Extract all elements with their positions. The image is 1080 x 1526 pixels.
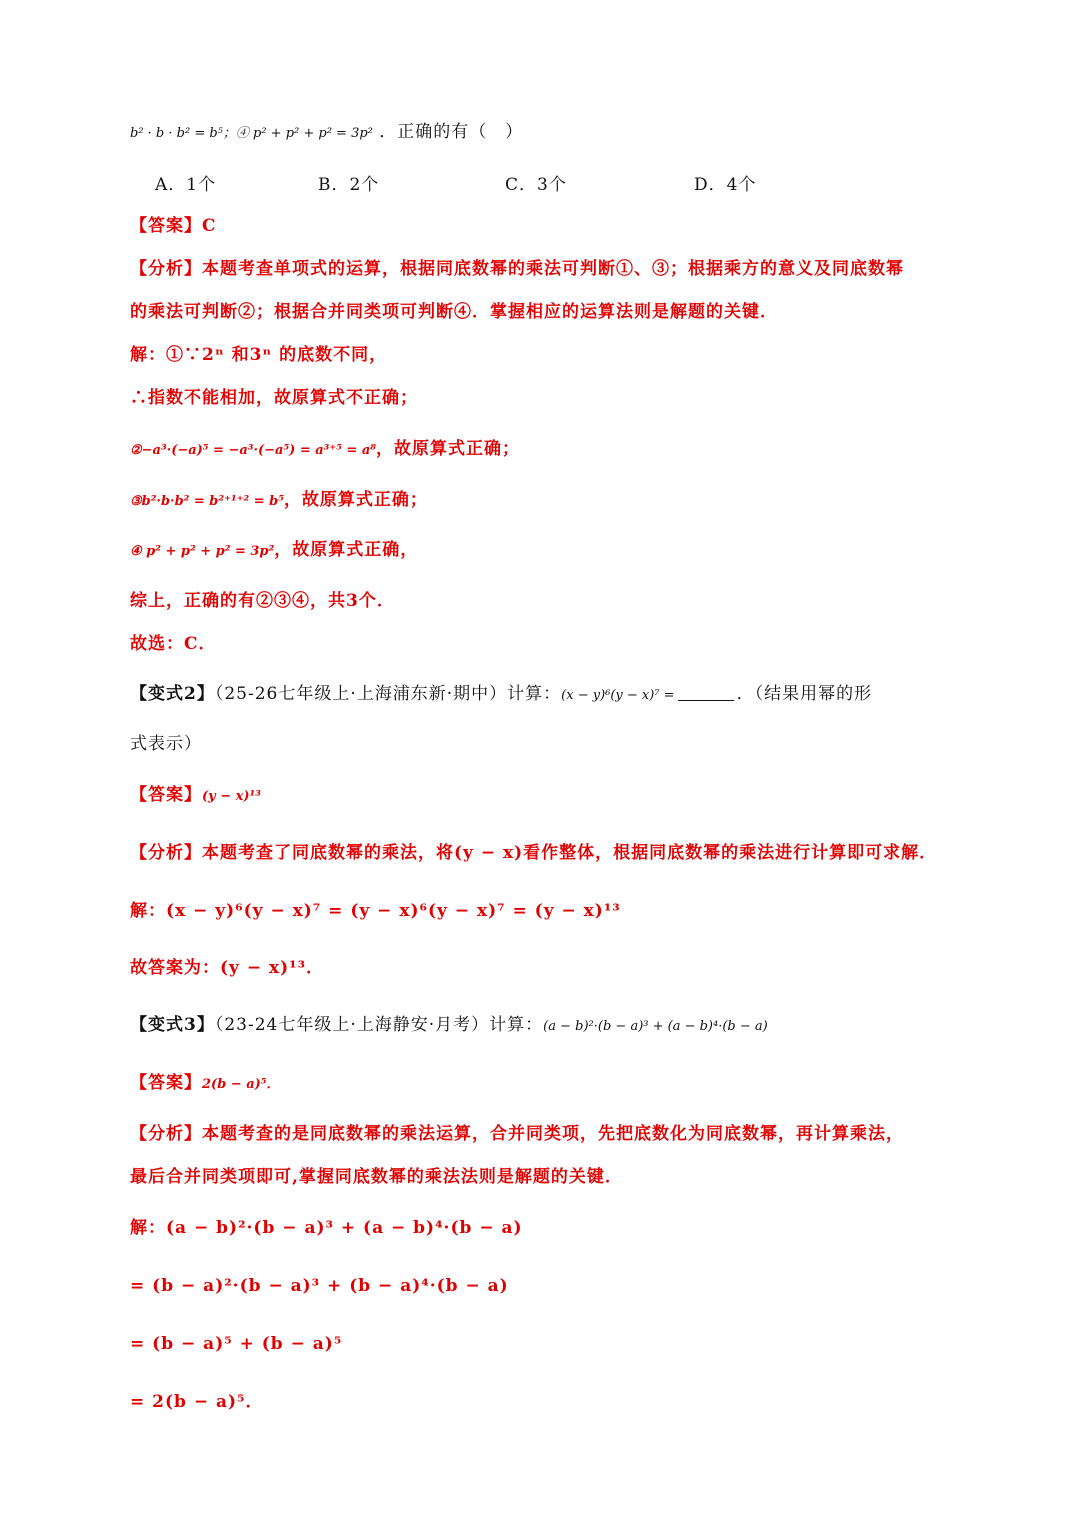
variant-3-answer xyxy=(130,1071,280,1097)
variant-2-final: 故答案为：(y − x)¹³． xyxy=(130,958,325,978)
solution-summary: 综上，正确的有②③④，共3个． xyxy=(130,591,395,611)
analysis-tag: 【分析】 xyxy=(130,259,202,279)
variant-3-analysis-1 xyxy=(130,1122,904,1146)
answer-blank xyxy=(678,686,734,701)
answer-tag: 【答案】 xyxy=(130,216,202,236)
solution-line-4 xyxy=(130,488,428,514)
variant-2-solution: 解：(x − y)⁶(y − x)⁷ = (y − x)⁶(y − x)⁷ = (y − x)¹³ xyxy=(130,901,621,921)
variant-3-source: （23-24七年级上·上海静安·月考）计算： xyxy=(214,1015,544,1035)
variant-2-answer-value: (y − x)¹³ xyxy=(202,789,261,804)
solution-line-1: 解：①∵2ⁿ 和3ⁿ 的底数不同， xyxy=(130,345,388,365)
option-c: C．3个 xyxy=(505,175,567,195)
variant-3-solution-1: 解：(a − b)²·(b − a)³ + (a − b)⁴·(b − a) xyxy=(130,1218,523,1238)
question-suffix: ．正确的有（ ） xyxy=(379,122,524,142)
variant-2-analysis xyxy=(130,841,937,865)
variant-2-question-cont: 式表示） xyxy=(130,734,202,754)
variant-2-answer-tag: 【答案】 xyxy=(130,785,202,805)
option-b: B．2个 xyxy=(318,175,380,195)
analysis-line-2: 的乘法可判断②；根据合并同类项可判断④．掌握相应的运算法则是解题的关键． xyxy=(130,302,778,322)
solution-tail-3: ，故原算式正确； xyxy=(283,490,428,510)
variant-2-expression: (x − y)⁶(y − x)⁷ = xyxy=(561,688,675,703)
solution-tail-4: ，故原算式正确， xyxy=(274,540,419,560)
option-a: A．1个 xyxy=(155,175,217,195)
question-expression: b² · b · b² = b⁵；④ p² + p² + p² = 3p² xyxy=(130,126,373,141)
variant-3-answer-value: 2(b − a)⁵． xyxy=(202,1077,280,1092)
variant-2-source: （25-26七年级上·上海浦东新·期中）计算： xyxy=(214,684,562,704)
answer-line xyxy=(130,214,217,238)
variant-3-expression: (a − b)²·(b − a)³ + (a − b)⁴·(b − a) xyxy=(543,1019,768,1034)
variant-3-question xyxy=(130,1013,768,1039)
solution-expression-4: ④ p² + p² + p² = 3p² xyxy=(130,544,275,559)
solution-expression-3: ③b²·b·b² = b²⁺¹⁺² = b⁵ xyxy=(130,494,284,509)
variant-2-tag: 【变式2】 xyxy=(130,684,215,704)
variant-2-analysis-tag: 【分析】 xyxy=(130,843,202,863)
variant-2-answer xyxy=(130,783,261,809)
answer-value: C xyxy=(202,216,217,236)
variant-3-tag: 【变式3】 xyxy=(130,1015,215,1035)
variant-2-analysis-text: 本题考查了同底数幂的乘法，将(y − x)看作整体，根据同底数幂的乘法进行计算即可求解． xyxy=(202,843,938,863)
question-tail-line xyxy=(130,120,523,146)
variant-3-analysis-tag: 【分析】 xyxy=(130,1124,202,1144)
solution-line-5 xyxy=(130,538,418,564)
analysis-text: 本题考查单项式的运算，根据同底数幂的乘法可判断①、③；根据乘方的意义及同底数幂 xyxy=(202,259,904,279)
solution-expression-2: ②−a³·(−a)⁵ = −a³·(−a⁵) = a³⁺⁵ = a⁸ xyxy=(130,443,376,458)
variant-2-question xyxy=(130,682,872,708)
option-d: D．4个 xyxy=(694,175,757,195)
analysis-line-1 xyxy=(130,257,904,281)
variant-3-analysis-2: 最后合并同类项即可,掌握同底数幂的乘法法则是解题的关键． xyxy=(130,1167,623,1187)
variant-3-solution-2: = (b − a)²·(b − a)³ + (b − a)⁴·(b − a) xyxy=(130,1276,509,1296)
solution-choice: 故选：C． xyxy=(130,634,217,654)
variant-3-analysis-text: 本题考查的是同底数幂的乘法运算，合并同类项，先把底数化为同底数幂，再计算乘法， xyxy=(202,1124,904,1144)
solution-line-3 xyxy=(130,437,520,463)
variant-3-answer-tag: 【答案】 xyxy=(130,1073,202,1093)
variant-3-solution-3: = (b − a)⁵ + (b − a)⁵ xyxy=(130,1334,343,1354)
variant-2-tail: ．（结果用幂的形 xyxy=(736,684,873,704)
solution-line-2: ∴指数不能相加，故原算式不正确； xyxy=(130,388,418,408)
solution-tail-2: ，故原算式正确； xyxy=(375,439,520,459)
variant-3-solution-4: = 2(b − a)⁵． xyxy=(130,1392,264,1412)
